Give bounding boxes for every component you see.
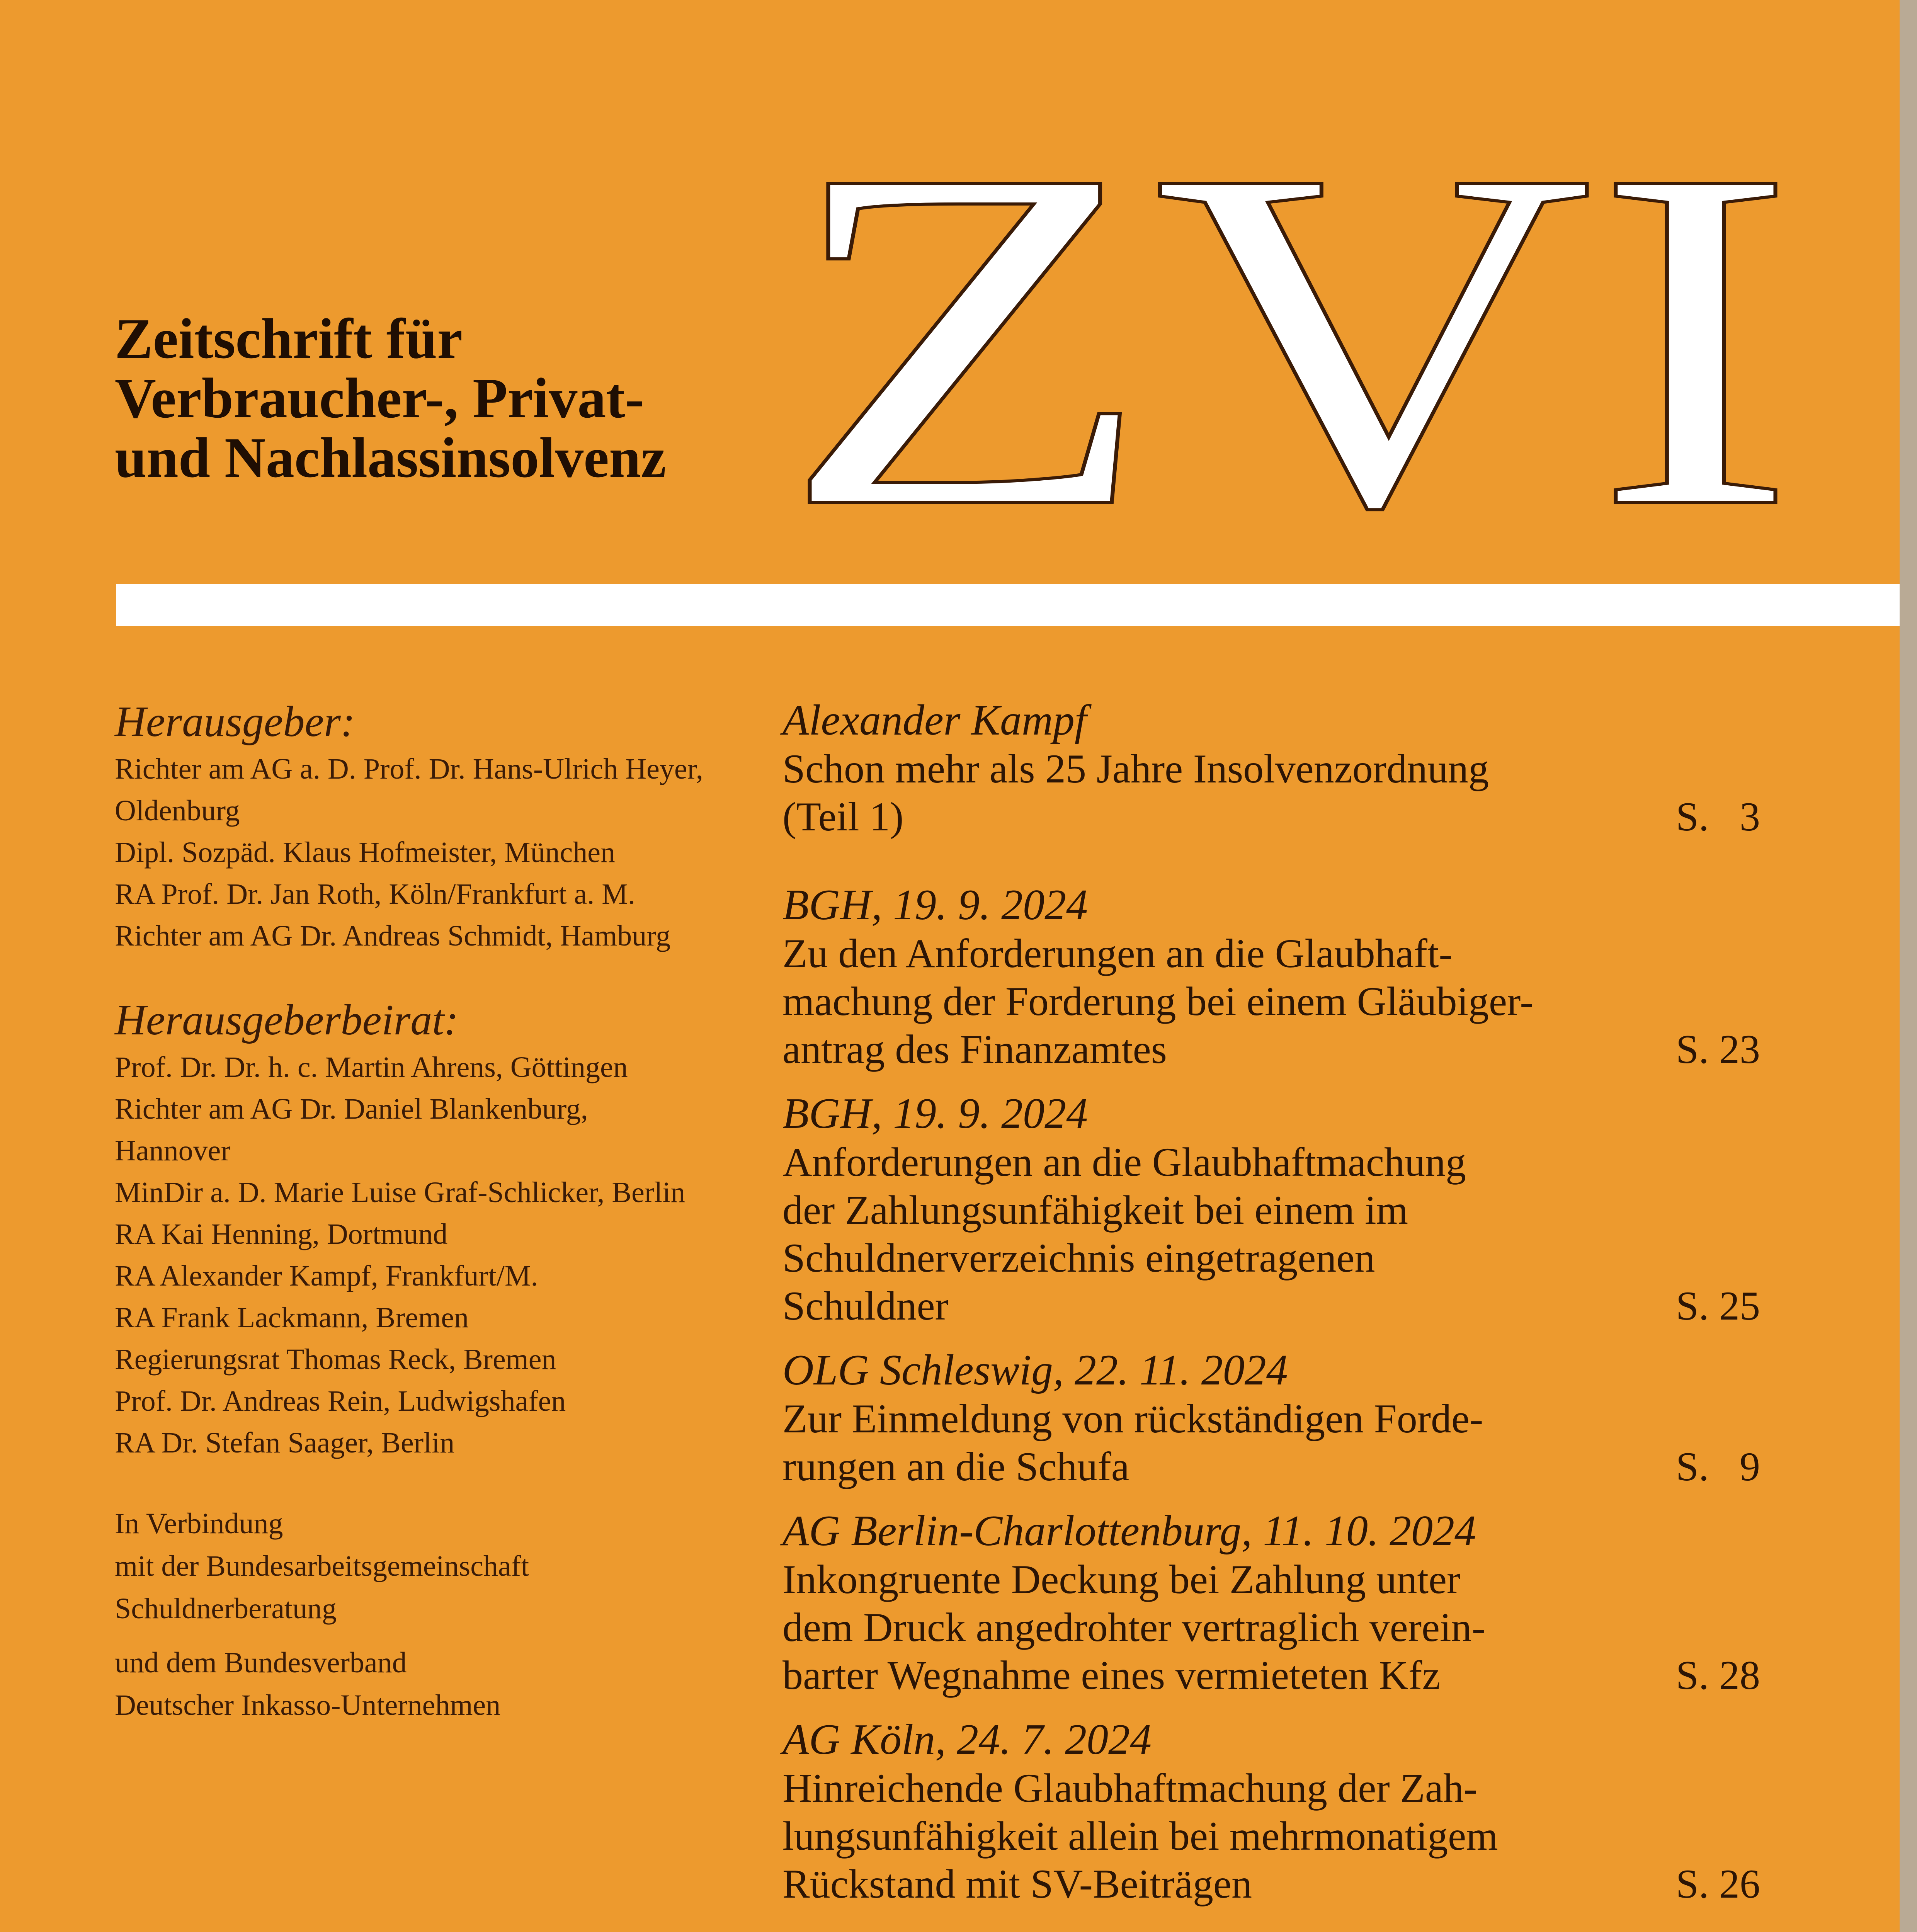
cooperation-line: mit der Bundesarbeitsgemeinschaft (115, 1550, 529, 1582)
editor-line: Richter am AG a. D. Prof. Dr. Hans-Ulrich Heyer, (115, 753, 703, 785)
advisor-line: RA Frank Lackmann, Bremen (115, 1301, 469, 1334)
advisor-line: MinDir a. D. Marie Luise Graf-Schlicker, Berlin (115, 1176, 685, 1209)
subtitle-line: Zeitschrift für (115, 307, 463, 371)
advisor-line: Regierungsrat Thomas Reck, Bremen (115, 1343, 556, 1376)
cooperation-line: Schuldnerberatung (115, 1592, 337, 1625)
page-edge (1900, 0, 1917, 1932)
cooperation-line: In Verbindung (115, 1507, 283, 1540)
toc-author: AG Berlin-Charlottenburg, 11. 10. 2024 (782, 1507, 1476, 1555)
toc-title-line: Zur Einmeldung von rückständigen Forde- (782, 1396, 1483, 1441)
toc-title-line: Schuldner (782, 1283, 949, 1328)
toc-entry (782, 1715, 1760, 1908)
subtitle-line: und Nachlassinsolvenz (115, 426, 666, 490)
toc-page-number: S. 28 (1676, 1653, 1760, 1698)
table-of-contents (782, 696, 1760, 1932)
toc-author: Alexander Kampf (782, 696, 1087, 744)
toc-author: AG Köln, 24. 7. 2024 (782, 1716, 1152, 1764)
cooperation-line: Deutscher Inkasso-Unternehmen (115, 1689, 501, 1721)
toc-title-line: Rückstand mit SV-Beiträgen (782, 1861, 1252, 1906)
logo-text: ZVI (781, 104, 1797, 522)
toc-page-number: S. 9 (1676, 1444, 1760, 1489)
advisor-line: RA Alexander Kampf, Frankfurt/M. (115, 1260, 538, 1292)
herausgeber-heading: Herausgeber: (115, 698, 356, 746)
toc-entry (782, 1506, 1760, 1699)
editor-line: Dipl. Sozpäd. Klaus Hofmeister, München (115, 836, 616, 869)
toc-page-number: S. 25 (1676, 1283, 1760, 1328)
editor-line: Richter am AG Dr. Andreas Schmidt, Hamburg (115, 920, 671, 952)
toc-entry (782, 1345, 1760, 1491)
toc-title-line: barter Wegnahme eines vermieteten Kfz (782, 1653, 1441, 1698)
header-divider (116, 584, 1900, 626)
toc-entry (782, 696, 1760, 841)
advisor-line: Prof. Dr. Andreas Rein, Ludwigshafen (115, 1385, 566, 1417)
toc-title-line: der Zahlungsunfähigkeit bei einem im (782, 1187, 1408, 1233)
toc-title-line: lungsunfähigkeit allein bei mehrmonatigem (782, 1813, 1498, 1859)
toc-page-number: S. 26 (1676, 1861, 1760, 1906)
toc-title-line: Schon mehr als 25 Jahre Insolvenzordnung (782, 746, 1489, 791)
toc-title-line: (Teil 1) (782, 794, 904, 839)
editor-line: RA Prof. Dr. Jan Roth, Köln/Frankfurt a. M. (115, 878, 635, 910)
toc-title-line: machung der Forderung bei einem Gläubiger- (782, 979, 1534, 1024)
toc-title-line: Anforderungen an die Glaubhaftmachung (782, 1139, 1466, 1185)
toc-title-line: Inkongruente Deckung bei Zahlung unter (782, 1557, 1461, 1602)
journal-subtitle (115, 309, 772, 488)
toc-entry (782, 1089, 1760, 1330)
editors-column (115, 696, 795, 1726)
toc-author: OLG Schleswig, 22. 11. 2024 (782, 1346, 1288, 1394)
beirat-heading: Herausgeberbeirat: (115, 996, 459, 1044)
cooperation-line: und dem Bundesverband (115, 1646, 407, 1679)
editor-line: Oldenburg (115, 794, 240, 827)
toc-title-line: dem Druck angedrohter vertraglich verein- (782, 1605, 1485, 1650)
advisor-line: Hannover (115, 1134, 231, 1167)
advisor-line: RA Kai Henning, Dortmund (115, 1218, 448, 1250)
advisor-line: Prof. Dr. Dr. h. c. Martin Ahrens, Göttingen (115, 1051, 628, 1083)
toc-title-line: Zu den Anforderungen an die Glaubhaft- (782, 931, 1453, 976)
toc-author: BGH, 19. 9. 2024 (782, 1090, 1088, 1138)
toc-title-line: Schuldnerverzeichnis eingetragenen (782, 1235, 1375, 1281)
toc-author: BGH, 19. 9. 2024 (782, 881, 1088, 929)
toc-page-number: S. 3 (1676, 794, 1760, 839)
toc-title-line: Hinreichende Glaubhaftmachung der Zah- (782, 1765, 1478, 1811)
advisor-line: RA Dr. Stefan Saager, Berlin (115, 1427, 455, 1459)
toc-title-line: antrag des Finanzamtes (782, 1027, 1167, 1072)
zvi-logo (777, 104, 1801, 522)
cooperation-note (115, 1502, 795, 1726)
toc-page-number: S. 23 (1676, 1027, 1760, 1072)
toc-title-line: rungen an die Schufa (782, 1444, 1129, 1489)
advisor-line: Richter am AG Dr. Daniel Blankenburg, (115, 1093, 588, 1125)
toc-entry (782, 880, 1760, 1073)
subtitle-line: Verbraucher-, Privat- (115, 367, 644, 430)
